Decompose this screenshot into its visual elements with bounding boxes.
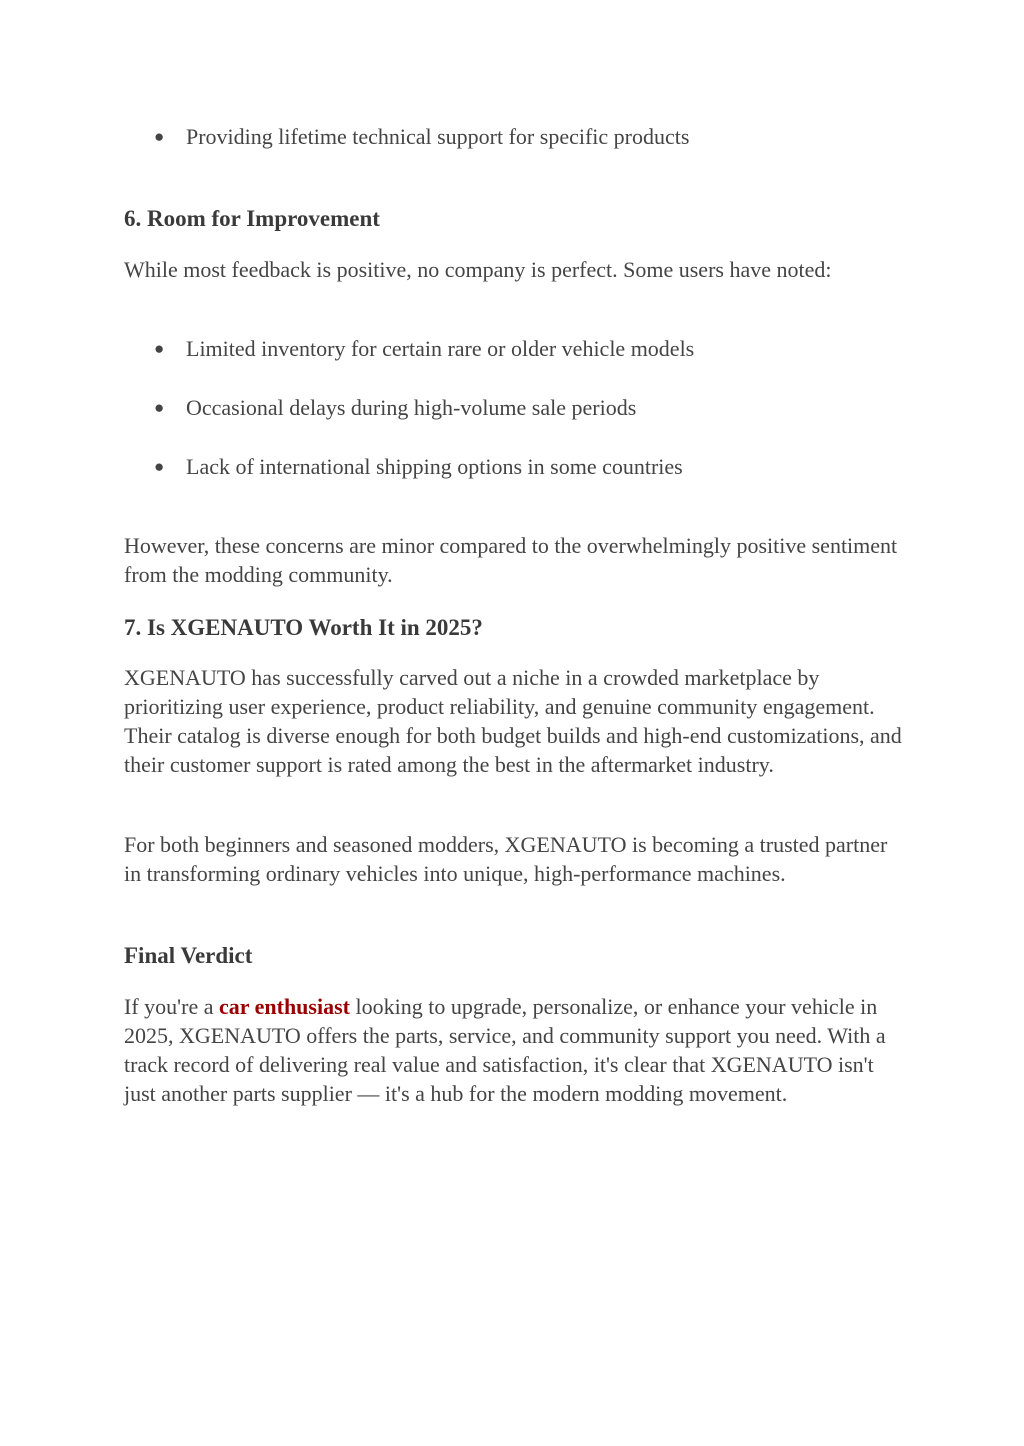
paragraph — [124, 531, 904, 589]
list-item-text: Limited inventory for certain rare or older vehicle models — [186, 336, 695, 361]
list-item-text: Providing lifetime technical support for specific products — [186, 124, 690, 149]
paragraph — [124, 255, 904, 284]
list-item-text: Occasional delays during high-volume sale periods — [186, 395, 637, 420]
verdict-text-before-link: If you're a — [124, 994, 219, 1019]
list-item-text: Lack of international shipping options in some countries — [186, 454, 683, 479]
section-heading — [124, 204, 904, 233]
verdict-text-after-link: looking to upgrade, personalize, or enhance your vehicle in 2025, XGENAUTO offers the parts, service, and community support you need. With a track record of delivering real value and satisfaction, it's clear that XGENAUTO isn't just another parts supplier — it's a hub for the modern modding movement. — [124, 994, 886, 1106]
section-7-heading: 7. Is XGENAUTO Worth It in 2025? — [124, 615, 483, 640]
bullet-icon: ● — [154, 398, 165, 417]
bullet-icon: ● — [154, 339, 165, 358]
paragraph — [124, 830, 904, 888]
paragraph — [124, 663, 904, 779]
section-7-paragraph-1: XGENAUTO has successfully carved out a niche in a crowded marketplace by prioritizing user experience, product reliability, and genuine community engagement. Their catalog is diverse enough for both budget builds and high-end customizations, and their customer support is rated among the best in the aftermarket industry. — [124, 665, 902, 777]
section-6-outro: However, these concerns are minor compared to the overwhelmingly positive sentiment from the modding community. — [124, 533, 898, 587]
bullet-icon: ● — [154, 457, 165, 476]
section-7-paragraph-2: For both beginners and seasoned modders, XGENAUTO is becoming a trusted partner in transforming ordinary vehicles into unique, high-performance machines. — [124, 832, 888, 886]
section-heading — [124, 941, 904, 970]
section-6-intro: While most feedback is positive, no company is perfect. Some users have noted: — [124, 257, 832, 282]
section-heading — [124, 613, 904, 642]
car-enthusiast-link[interactable]: car enthusiast — [218, 994, 350, 1019]
final-verdict-heading: Final Verdict — [124, 943, 253, 968]
paragraph — [124, 992, 904, 1108]
section-6-heading: 6. Room for Improvement — [124, 206, 380, 231]
bullet-icon: ● — [154, 127, 165, 146]
final-verdict-paragraph — [124, 992, 904, 1108]
